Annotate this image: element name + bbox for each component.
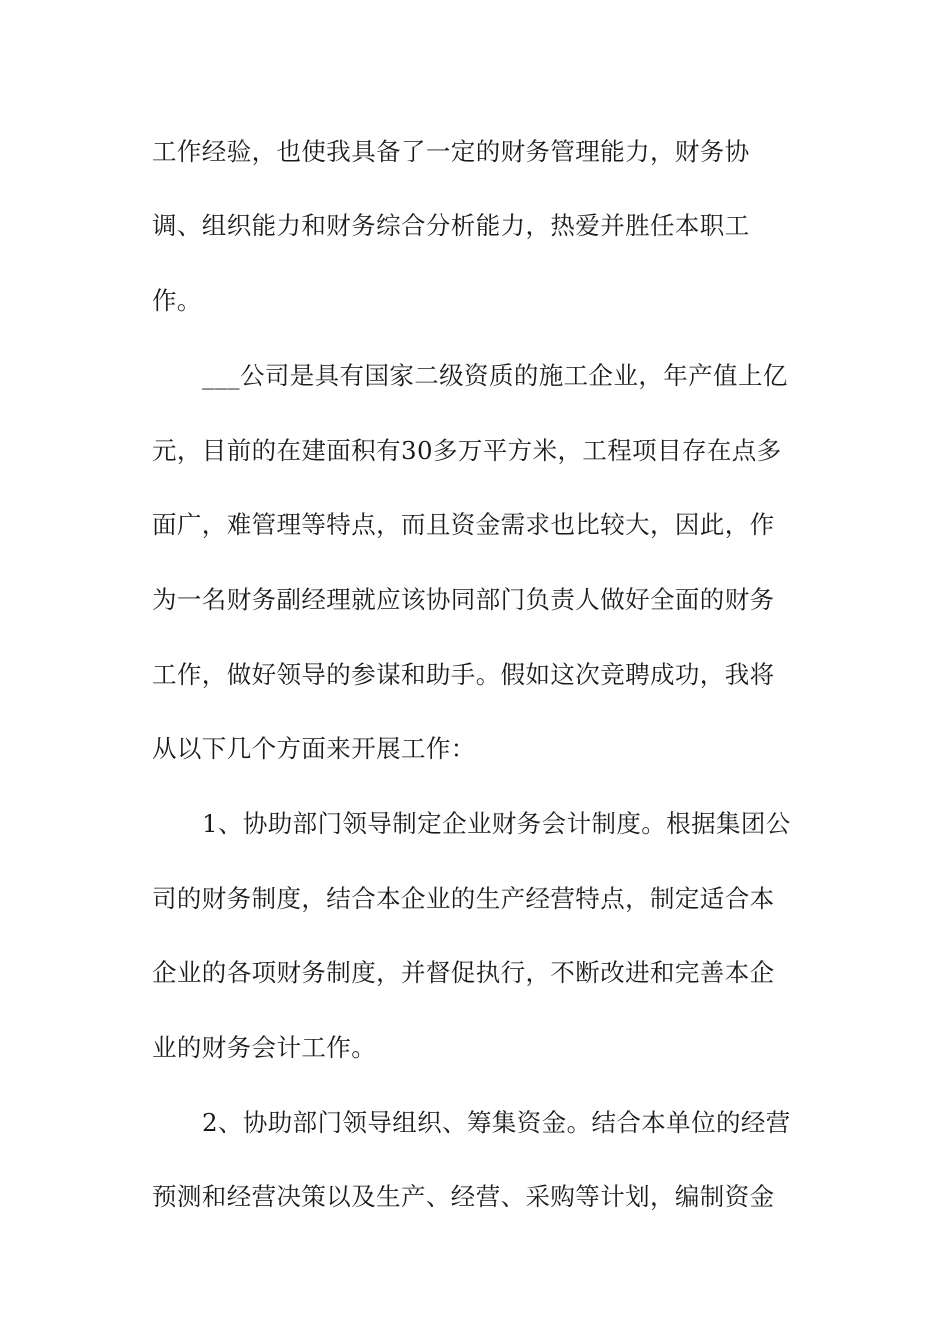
text-line: 1、协助部门领导制定企业财务会计制度。根据集团公 xyxy=(202,809,791,838)
text-line: 2、协助部门领导组织、筹集资金。结合本单位的经营 xyxy=(202,1108,791,1137)
text-line: 工作，做好领导的参谋和助手。假如这次竞聘成功，我将 xyxy=(152,660,775,689)
text-line: 调、组织能力和财务综合分析能力，热爱并胜任本职工 xyxy=(152,211,750,240)
text-line: ___公司是具有国家二级资质的施工企业，年产值上亿 xyxy=(202,361,788,390)
text-line: 作。 xyxy=(152,286,202,315)
text-line: 为一名财务副经理就应该协同部门负责人做好全面的财务 xyxy=(152,585,775,614)
text-line: 司的财务制度，结合本企业的生产经营特点，制定适合本 xyxy=(152,884,775,913)
text-line: 工作经验，也使我具备了一定的财务管理能力，财务协 xyxy=(152,137,750,166)
text-line: 面广，难管理等特点，而且资金需求也比较大，因此，作 xyxy=(152,510,775,539)
text-line: 预测和经营决策以及生产、经营、采购等计划，编制资金 xyxy=(152,1182,775,1211)
text-line: 元，目前的在建面积有30多万平方米，工程项目存在点多 xyxy=(152,436,782,465)
text-line: 业的财务会计工作。 xyxy=(152,1033,377,1062)
text-line: 从以下几个方面来开展工作： xyxy=(152,734,476,763)
text-line: 企业的各项财务制度，并督促执行，不断改进和完善本企 xyxy=(152,958,775,987)
